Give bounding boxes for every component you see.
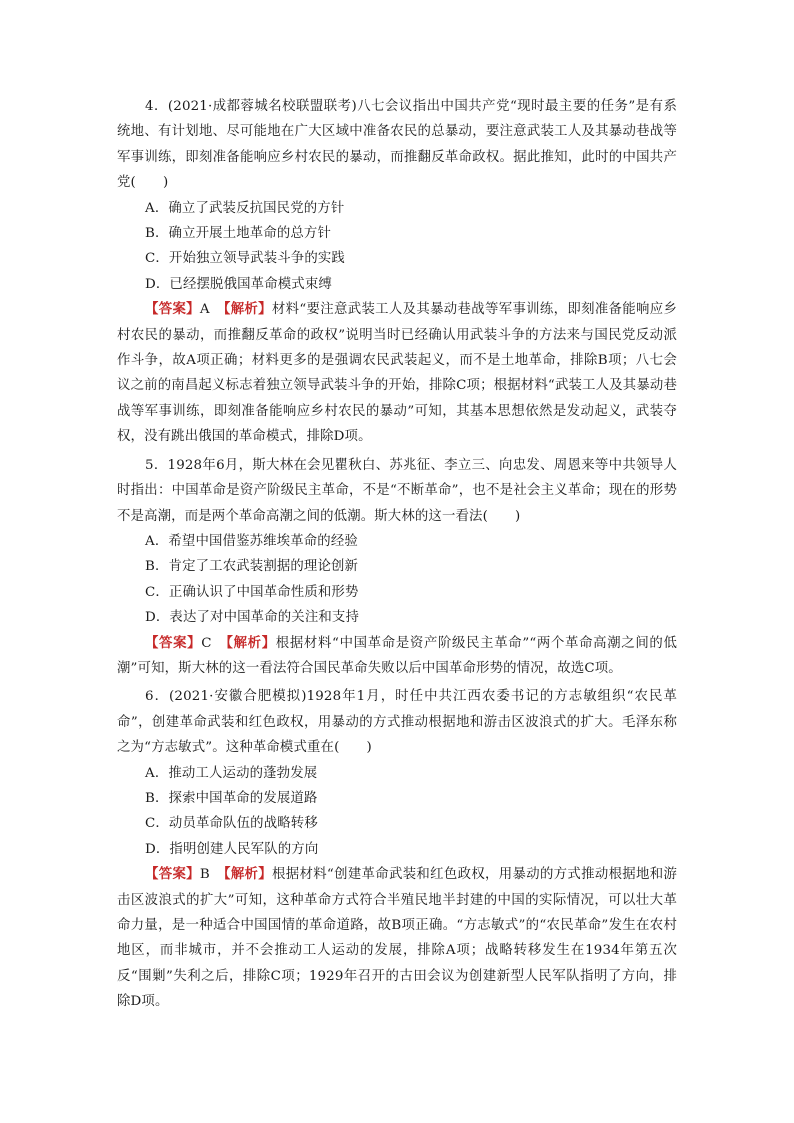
question-list: [117, 94, 677, 1018]
analysis-text: 材料“要注意武装工人及其暴动巷战等军事训练，即刻准备能响应乡村农民的暴动，而推翻反革命的政权”说明当时已经确认用武装斗争的方法来与国民党反动派作斗争，故A项正确；材料更多的是强调农民武装起义，而不是土地革命，排除B项；八七会议之前的南昌起义标志着独立领导武装斗争的开始，排除C项；根据材料“武装工人及其暴动巷战等军事训练，即刻准备能响应乡村农民的暴动”可知，其基本思想依然是发动起义，武装夺权，没有跳出俄国的革命模式，排除D项。: [117, 302, 677, 445]
option-a: A．确立了武装反抗国民党的方针: [145, 200, 345, 216]
analysis-tag: 【解析】: [223, 866, 273, 883]
question-stem: 6．(2021·安徽合肥模拟)1928年1月，时任中共江西农委书记的方志敏组织“农民革命”，创建革命武装和红色政权，用暴动的方式推动根据地和游击区波浪式的扩大。毛泽东称之为“方志敏式”。这种革命模式重在( ): [117, 689, 677, 756]
question-4: [117, 94, 677, 450]
answer-tag: 【答案】: [145, 634, 202, 651]
answer-tag: 【答案】: [145, 301, 200, 318]
option-c: C．动员革命队伍的战略转移: [145, 816, 318, 832]
answer-tag: 【答案】: [145, 866, 200, 883]
analysis-tag: 【解析】: [223, 301, 272, 318]
option-b: B．肯定了工农武装割据的理论创新: [145, 559, 359, 575]
question-stem: 5．1928年6月，斯大林在会见瞿秋白、苏兆征、李立三、向忠发、周恩来等中共领导人时指出：中国革命是资产阶级民主革命，不是“不断革命”，也不是社会主义革命；现在的形势不是高潮，而是两个革命高潮之间的低潮。斯大林的这一看法( ): [117, 457, 677, 524]
answer-block: [117, 862, 677, 1014]
answer-value: C: [201, 635, 227, 651]
answer-value: A: [199, 302, 224, 318]
option-c: C．开始独立领导武装斗争的实践: [145, 251, 345, 267]
option-b: B．确立开展土地革命的总方针: [145, 226, 332, 242]
option-b: B．探索中国革命的发展道路: [145, 790, 318, 806]
analysis-text: 根据材料“中国革命是资产阶级民主革命”“两个革命高潮之间的低潮”可知，斯大林的这一看法符合国民革命失败以后中国革命形势的情况，故选C项。: [117, 635, 677, 676]
option-d: D．表达了对中国革命的关注和支持: [145, 610, 359, 626]
option-a: A．希望中国借鉴苏维埃革命的经验: [145, 533, 358, 549]
answer-value: B: [199, 867, 224, 883]
question-6: [117, 684, 677, 1014]
answer-block: [117, 297, 677, 449]
analysis-text: 根据材料“创建革命武装和红色政权，用暴动的方式推动根据地和游击区波浪式的扩大”可知，这种革命方式符合半殖民地半封建的中国的实际情况，可以壮大革命力量，是一种适合中国国情的革命道路，故B项正确。“方志敏式”的“农民革命”发生在农村地区，而非城市，并不会推动工人运动的发展，排除A项；战略转移发生在1934年第五次反“围剿”失利之后，排除C项；1929年召开的古田会议为创建新型人民军队指明了方向，排除D项。: [117, 867, 678, 1010]
option-d: D．已经摆脱俄国革命模式束缚: [145, 276, 332, 292]
option-d: D．指明创建人民军队的方向: [145, 841, 319, 857]
answer-block: [117, 631, 677, 682]
analysis-tag: 【解析】: [226, 634, 276, 651]
option-c: C．正确认识了中国革命性质和形势: [145, 584, 359, 600]
question-stem: 4．(2021·成都蓉城名校联盟联考)八七会议指出中国共产党“现时最主要的任务”是有系统地、有计划地、尽可能地在广大区域中准备农民的总暴动，要注意武装工人及其暴动巷战等军事训练，即刻准备能响应乡村农民的暴动，而推翻反革命政权。据此推知，此时的中国共产党( ): [117, 99, 677, 191]
question-5: [117, 453, 677, 682]
option-a: A．推动工人运动的蓬勃发展: [145, 765, 318, 781]
